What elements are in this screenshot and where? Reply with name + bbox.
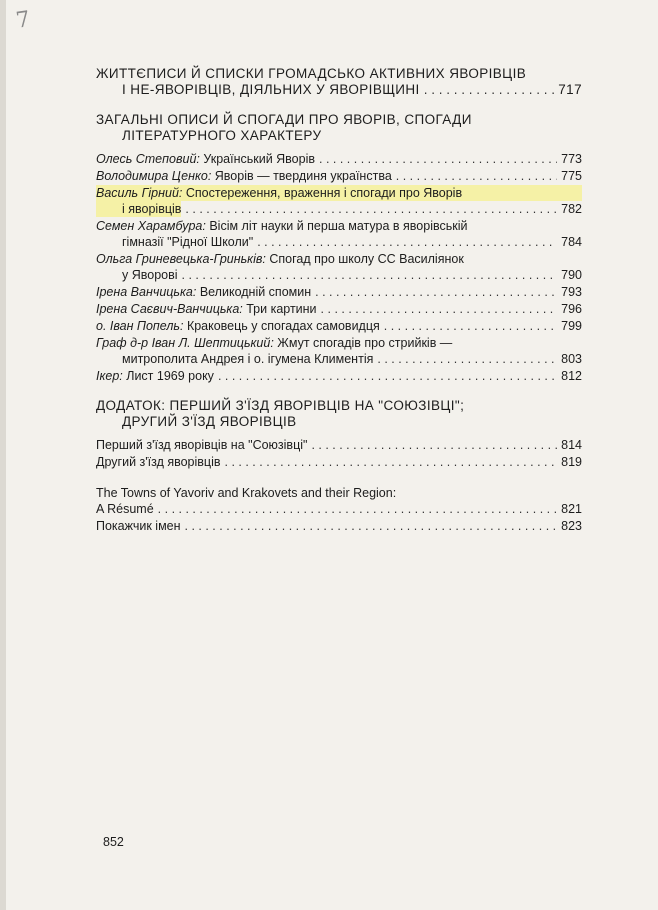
page-ref: 773 bbox=[561, 152, 582, 166]
page-ref: 790 bbox=[561, 268, 582, 282]
page-ref: 782 bbox=[561, 202, 582, 216]
page-ref: 814 bbox=[561, 438, 582, 452]
section-heading bbox=[96, 112, 582, 144]
entry-title: Український Яворів bbox=[203, 152, 316, 166]
section-heading bbox=[96, 398, 582, 430]
leader-dots bbox=[158, 501, 557, 517]
entry-author: Граф д-р Іван Л. Шептицький: bbox=[96, 336, 274, 350]
toc-entry bbox=[96, 437, 582, 453]
leader-dots bbox=[185, 201, 557, 217]
entry-title: Другий з'їзд яворівців bbox=[96, 455, 221, 469]
leader-dots bbox=[218, 368, 557, 384]
entry-title-cont: A Résumé bbox=[96, 502, 154, 516]
page-ref: 803 bbox=[561, 352, 582, 366]
leader-dots bbox=[311, 437, 557, 453]
toc-entry bbox=[96, 454, 582, 470]
page-edge bbox=[0, 0, 6, 910]
entry-title: Великодній спомин bbox=[199, 285, 312, 299]
leader-dots bbox=[384, 318, 557, 334]
entry-author: Ікер: bbox=[96, 369, 123, 383]
toc-entry bbox=[96, 368, 582, 384]
table-of-contents bbox=[96, 66, 582, 534]
leader-dots bbox=[315, 284, 557, 300]
leader-dots bbox=[319, 151, 557, 167]
entry-title: Краковець у спогадах самовидця bbox=[186, 319, 380, 333]
toc-entry bbox=[96, 251, 582, 283]
entry-author: Ірена Ванчицька: bbox=[96, 285, 197, 299]
page-ref: 819 bbox=[561, 455, 582, 469]
leader-dots bbox=[424, 82, 555, 98]
toc-entry bbox=[96, 151, 582, 167]
section-heading bbox=[96, 66, 582, 98]
entry-author: Ольга Гриневецька-Гриньків: bbox=[96, 252, 266, 266]
page-ref: 821 bbox=[561, 502, 582, 516]
heading-line: ЛІТЕРАТУРНОГО ХАРАКТЕРУ bbox=[122, 128, 322, 143]
heading-line: І НЕ-ЯВОРІВЦІВ, ДІЯЛЬНИХ У ЯВОРІВЩИНІ . . . 717 bbox=[96, 82, 582, 98]
heading-line: ДОДАТОК: ПЕРШИЙ З'ЇЗД ЯВОРІВЦІВ НА "СОЮЗІВЦІ"; bbox=[96, 398, 465, 413]
entry-author: Ірена Саєвич-Ванчицька: bbox=[96, 302, 243, 316]
toc-entry bbox=[96, 485, 582, 517]
page-ref: 823 bbox=[561, 519, 582, 533]
leader-dots bbox=[257, 234, 557, 250]
entry-title: Спостереження, враження і спогади про Яворів bbox=[185, 186, 463, 200]
entry-title: Яворів — твердиня українства bbox=[214, 169, 392, 183]
entry-title-cont: і яворівців bbox=[96, 201, 181, 217]
entry-title: Лист 1969 року bbox=[126, 369, 214, 383]
entry-title: The Towns of Yavoriv and Krakovets and their Region: bbox=[96, 486, 397, 500]
leader-dots bbox=[377, 351, 557, 367]
page-ref: 784 bbox=[561, 235, 582, 249]
toc-entry bbox=[96, 301, 582, 317]
page-ref: 812 bbox=[561, 369, 582, 383]
page-ref: 799 bbox=[561, 319, 582, 333]
leader-dots bbox=[396, 168, 557, 184]
entry-author: Володимира Ценко: bbox=[96, 169, 212, 183]
leader-dots bbox=[182, 267, 558, 283]
entry-author: Василь Гірний: bbox=[96, 186, 183, 200]
heading-line: ЗАГАЛЬНІ ОПИСИ Й СПОГАДИ ПРО ЯВОРІВ, СПОГАДИ bbox=[96, 112, 472, 127]
toc-entry bbox=[96, 518, 582, 534]
entry-title: Вісім літ науки й перша матура в яворівській bbox=[209, 219, 468, 233]
entry-title: Три картини bbox=[246, 302, 317, 316]
toc-entry bbox=[96, 284, 582, 300]
leader-dots bbox=[185, 518, 558, 534]
entry-title: Покажчик імен bbox=[96, 519, 181, 533]
toc-entry bbox=[96, 168, 582, 184]
page-ref: 793 bbox=[561, 285, 582, 299]
heading-line: ЖИТТЄПИСИ Й СПИСКИ ГРОМАДСЬКО АКТИВНИХ ЯВОРІВЦІВ bbox=[96, 66, 527, 81]
handwritten-mark: 7 bbox=[14, 7, 32, 34]
entry-title: Спогад про школу СС Василіянок bbox=[269, 252, 464, 266]
entry-author: Олесь Степовий: bbox=[96, 152, 200, 166]
entry-title-cont: у Яворові bbox=[122, 268, 178, 282]
toc-entry bbox=[96, 185, 582, 217]
leader-dots bbox=[321, 301, 558, 317]
toc-entry bbox=[96, 218, 582, 250]
entry-author: о. Іван Попель: bbox=[96, 319, 184, 333]
toc-entry bbox=[96, 335, 582, 367]
page-ref: 717 bbox=[558, 82, 582, 97]
page-number: 852 bbox=[103, 835, 124, 849]
heading-line: ДРУГИЙ З'ЇЗД ЯВОРІВЦІВ bbox=[122, 414, 297, 429]
entry-author: Семен Харамбура: bbox=[96, 219, 206, 233]
entry-title-cont: митрополита Андрея і о. ігумена Климентія bbox=[122, 352, 374, 366]
page-ref: 796 bbox=[561, 302, 582, 316]
page-ref: 775 bbox=[561, 169, 582, 183]
entry-title-cont: гімназії "Рідної Школи" bbox=[122, 235, 254, 249]
toc-entry bbox=[96, 318, 582, 334]
leader-dots bbox=[225, 454, 558, 470]
entry-title: Жмут спогадів про стрийків — bbox=[277, 336, 453, 350]
entry-title: Перший з'їзд яворівців на "Союзівці" bbox=[96, 438, 308, 452]
highlighted-line bbox=[96, 185, 582, 201]
